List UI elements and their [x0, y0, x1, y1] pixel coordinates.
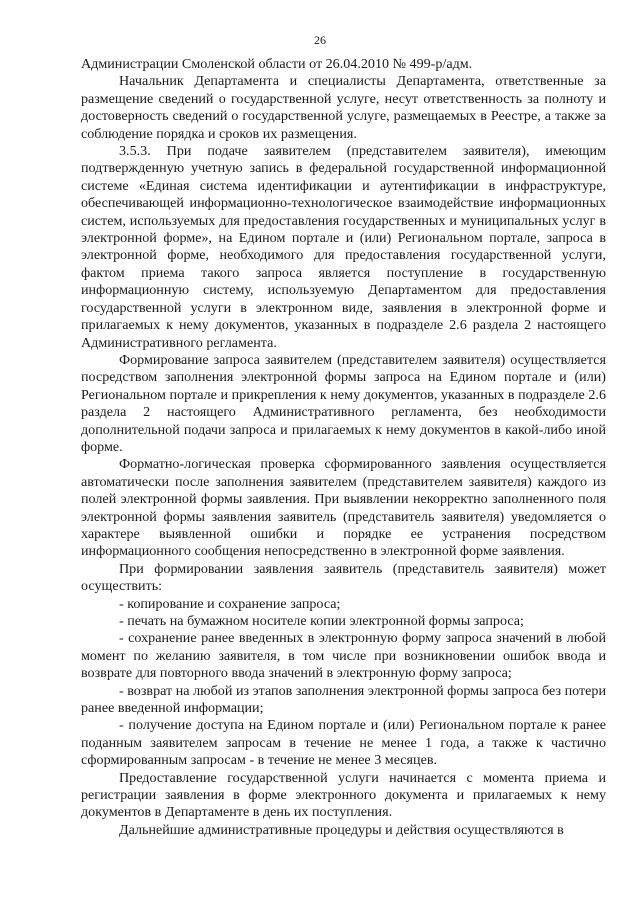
list-item: - печать на бумажном носителе копии электронной формы запроса;	[119, 613, 524, 629]
document-body	[81, 56, 606, 839]
paragraph-request-forming: Формирование запроса заявителем (представителем заявителя) осуществляется посредством заполнения электронной формы запроса на Едином портале и (или) Региональном портале и прикрепления к нему документов, указанных в подразделе 2.6 раздела 2 настоящего Административного регламента, без необходимости дополнительной подачи запроса и прилагаемых к нему документов в какой-либо иной форме.	[81, 351, 606, 455]
list-item: - возврат на любой из этапов заполнения электронной формы запроса без потери ранее введенной информации;	[81, 682, 606, 717]
paragraph-service-start: Предоставление государственной услуги начинается с момента приема и регистрации заявления в форме электронного документа и прилагаемых к нему документов в Департаменте в день их поступления.	[81, 769, 606, 821]
paragraph-further-procedures: Дальнейшие административные процедуры и действия осуществляются в	[119, 821, 564, 838]
paragraph-3-5-3: 3.5.3. При подаче заявителем (представителем заявителя), имеющим подтвержденную учетную запись в федеральной государственной информационной системе «Единая система идентификации и аутентификации в инфраструктуре, обеспечивающей информационно-технологическое взаимодействие информационных систем, используемых для предоставления государственных и муниципальных услуг в электронной форме», на Едином портале и (или) Региональном портале, запроса в электронной форме, необходимого для предоставления государственной услуги, фактом приема такого запроса является поступление в государственную информационную систему, используемую Департаментом для предоставления государственной услуги в электронном виде, заявления в электронной форме и прилагаемых к нему документов, указанных в подразделе 2.6 раздела 2 настоящего Административного регламента.	[81, 143, 606, 351]
paragraph-format-check: Форматно-логическая проверка сформированного заявления осуществляется автоматически после заполнения заявителем (представителем заявителя) каждого из полей электронной формы заявления. При выявлении некорректно заполненного поля электронной формы заявления заявитель (представитель заявителя) уведомляется о характере выявленной ошибки и порядке ее устранения посредством информационного сообщения непосредственно в электронной форме заявления.	[81, 456, 606, 560]
paragraph-continuation: Администрации Смоленской области от 26.04.2010 № 499-р/адм.	[81, 56, 473, 72]
list-item: - получение доступа на Едином портале и (или) Региональном портале к ранее поданным заявителем запросам в течение не менее 1 года, а также к частично сформированным запросам - в течение не менее 3 месяцев.	[81, 717, 606, 769]
paragraph-applicant-options: При формировании заявления заявитель (представитель заявителя) может осуществить:	[81, 560, 606, 595]
list-item: - копирование и сохранение запроса;	[119, 595, 341, 612]
paragraph-responsibility: Начальник Департамента и специалисты Департамента, ответственные за размещение сведений о государственной услуге, несут ответственность за полноту и достоверность сведений о государственной услуге, размещаемых в Реестре, а также за соблюдение порядка и сроков их размещения.	[81, 73, 606, 142]
list-item: - сохранение ранее введенных в электронную форму запроса значений в любой момент по желанию заявителя, в том числе при возникновении ошибок ввода и возврате для повторного ввода значений в электронную форму запроса;	[81, 630, 606, 682]
page-number: 26	[314, 33, 326, 47]
